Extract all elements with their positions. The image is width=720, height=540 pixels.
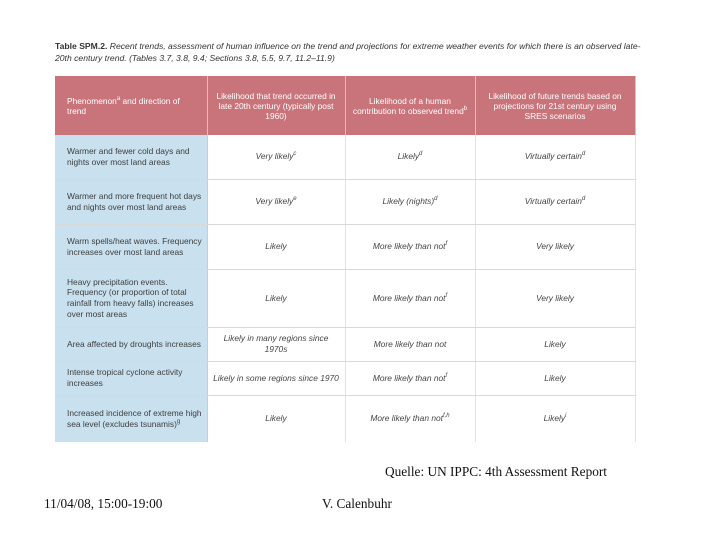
observed-trend-cell: Likely <box>207 395 345 442</box>
phenomenon-cell: Heavy precipitation events. Frequency (or proportion of total rainfall from heavy falls) increases over most areas <box>55 269 207 327</box>
table-caption <box>55 40 645 64</box>
phenomenon-cell: Intense tropical cyclone activity increases <box>55 361 207 395</box>
header-future-trends: Likelihood of future trends based on projections for 21st century using SRES scenarios <box>475 76 635 135</box>
phenomenon-cell: Warmer and more frequent hot days and nights over most land areas <box>55 179 207 224</box>
future-trend-cell: Likely$^i$ <box>475 395 635 442</box>
table-row <box>55 224 635 269</box>
source-credit: Quelle: UN IPPC: 4th Assessment Report <box>385 464 607 479</box>
caption-refs: (Tables 3.7, 3.8, 9.4; Sections 3.8, 5.5, 9.7, 11.2–11.9) <box>129 53 335 63</box>
table-header-row <box>55 76 635 135</box>
caption-label: Table SPM.2. <box>55 41 108 51</box>
human-contribution-cell: Likely$^d$ <box>345 135 475 179</box>
table-row <box>55 179 635 224</box>
footer-date: 11/04/08, 15:00-19:00 <box>44 496 163 511</box>
observed-trend-cell: Likely <box>207 269 345 327</box>
table-row <box>55 135 635 179</box>
future-trend-cell: Likely <box>475 327 635 361</box>
human-contribution-cell: More likely than not$^f$ <box>345 361 475 395</box>
extreme-events-table <box>55 76 636 442</box>
table-row <box>55 395 635 442</box>
future-trend-cell: Very likely <box>475 224 635 269</box>
human-contribution-cell: Likely (nights)$^d$ <box>345 179 475 224</box>
table-row <box>55 327 635 361</box>
phenomenon-cell: Warm spells/heat waves. Frequency increases over most land areas <box>55 224 207 269</box>
footer-author: V. Calenbuhr <box>322 496 392 511</box>
human-contribution-cell: More likely than not$^{f,h}$ <box>345 395 475 442</box>
phenomenon-cell: Area affected by droughts increases <box>55 327 207 361</box>
phenomenon-cell: Warmer and fewer cold days and nights over most land areas <box>55 135 207 179</box>
human-contribution-cell: More likely than not$^f$ <box>345 269 475 327</box>
table-row <box>55 269 635 327</box>
header-observed-trend: Likelihood that trend occurred in late 20th century (typically post 1960) <box>207 76 345 135</box>
human-contribution-cell: More likely than not <box>345 327 475 361</box>
future-trend-cell: Very likely <box>475 269 635 327</box>
human-contribution-cell: More likely than not$^f$ <box>345 224 475 269</box>
observed-trend-cell: Likely in some regions since 1970 <box>207 361 345 395</box>
caption-text: Recent trends, assessment of human influence on the trend and projections for extreme weather events for which there is an observed late-20th century trend. <box>55 41 641 63</box>
phenomenon-cell: Increased incidence of extreme high sea level (excludes tsunamis)$^g$ <box>55 395 207 442</box>
table-row <box>55 361 635 395</box>
future-trend-cell: Virtually certain$^d$ <box>475 135 635 179</box>
observed-trend-cell: Very likely$^e$ <box>207 179 345 224</box>
observed-trend-cell: Likely <box>207 224 345 269</box>
observed-trend-cell: Very likely$^c$ <box>207 135 345 179</box>
future-trend-cell: Virtually certain$^d$ <box>475 179 635 224</box>
header-phenomenon: Phenomenon$^a$ and direction of trend <box>55 76 207 135</box>
observed-trend-cell: Likely in many regions since 1970s <box>207 327 345 361</box>
future-trend-cell: Likely <box>475 361 635 395</box>
header-human-contribution: Likelihood of a human contribution to observed trend$^b$ <box>345 76 475 135</box>
